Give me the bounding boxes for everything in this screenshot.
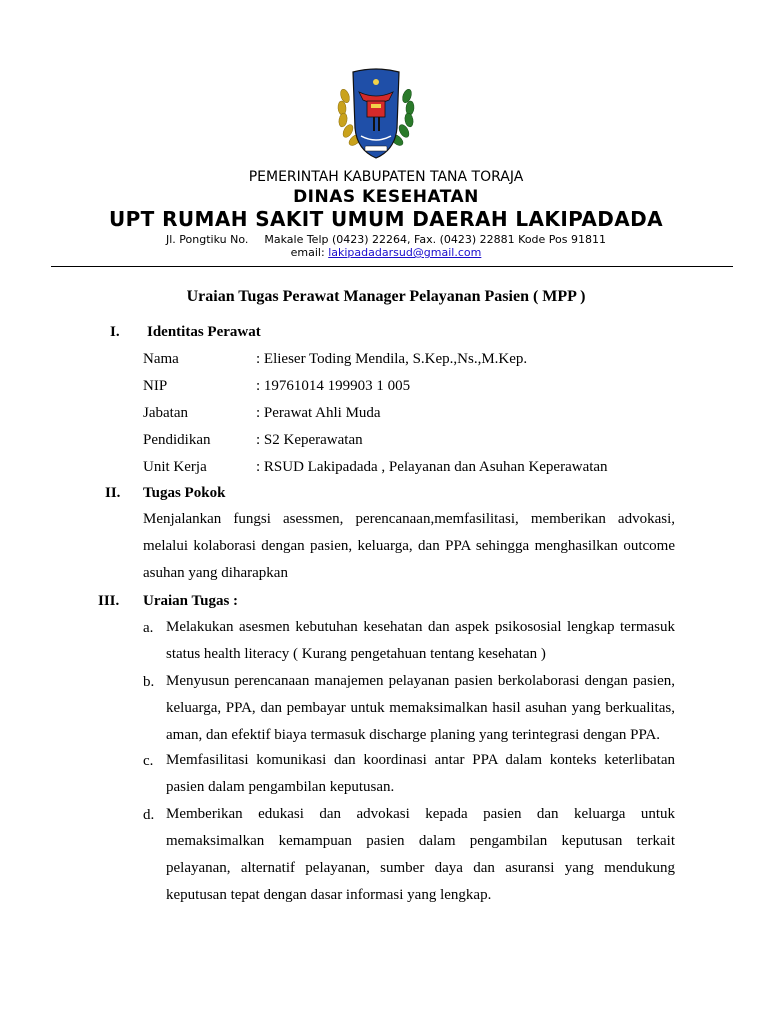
paragraph-line: asuhan yang diharapkan: [143, 565, 288, 581]
paragraph-line: Memfasilitasi komunikasi dan koordinasi antar PPA dalam konteks keterlibatan: [166, 752, 675, 768]
field-value-unit-kerja: : RSUD Lakipadada , Pelayanan dan Asuhan Keperawatan: [256, 459, 608, 475]
letterhead-divider: [51, 266, 733, 267]
letterhead-address: [0, 233, 768, 246]
paragraph-line: Memberikan edukasi dan advokasi kepada pasien dan keluarga untuk: [166, 806, 675, 822]
field-value-pendidikan: : S2 Keperawatan: [256, 432, 363, 448]
paragraph-line: Menjalankan fungsi asessmen, perencanaan,memfasilitasi, memberikan advokasi,: [143, 511, 675, 527]
section-3-number: III.: [98, 593, 120, 609]
field-label-nama: Nama: [143, 351, 179, 367]
duty-item-b-text: [166, 668, 675, 749]
section-3-title: Uraian Tugas :: [143, 593, 239, 609]
field-label-nip: NIP: [143, 378, 168, 394]
paragraph-line: aman, dan efektif biaya termasuk discharge planing yang terintegrasi dengan PPA.: [166, 727, 661, 743]
section-1-title: Identitas Perawat: [147, 324, 261, 340]
duty-item-c-letter: c.: [143, 753, 154, 769]
letterhead-department: DINAS KESEHATAN: [293, 187, 479, 207]
section-2-title: Tugas Pokok: [143, 485, 226, 501]
field-value-nama: : Elieser Toding Mendila, S.Kep.,Ns.,M.Kep.: [256, 351, 528, 367]
duty-item-d-letter: d.: [143, 807, 155, 823]
email-label: email:: [290, 246, 329, 259]
paragraph-line: melalui kolaborasi dengan pasien, keluarga, dan PPA sehingga menghasilkan outcome: [143, 538, 675, 554]
paragraph-line: Melakukan asesmen kebutuhan kesehatan dan aspek psikososial lengkap termasuk: [166, 619, 675, 635]
paragraph-line: pelayanan, alternatif pelayanan, sumber daya dan asuransi yang mendukung: [166, 860, 675, 876]
letterhead-email: [0, 246, 768, 259]
paragraph-line: pasien dalam pengambilan keputusan.: [166, 779, 395, 795]
letterhead-government: PEMERINTAH KABUPATEN TANA TORAJA: [248, 169, 524, 185]
field-label-pendidikan: Pendidikan: [143, 432, 211, 448]
duty-item-a-text: [166, 614, 675, 668]
paragraph-line: status health literacy ( Kurang pengetahuan tentang kesehatan ): [166, 646, 546, 662]
duty-item-a-letter: a.: [143, 620, 154, 636]
paragraph-line: keluarga, PPA, dan pembayar untuk memaksimalkan hasil asuhan yang berkualitas,: [166, 700, 675, 716]
field-value-nip: : 19761014 199903 1 005: [256, 378, 411, 394]
field-value-jabatan: : Perawat Ahli Muda: [256, 405, 381, 421]
paragraph-line: keputusan tepat dengan dasar informasi yang lengkap.: [166, 887, 492, 903]
address-text: Jl. Pongtiku No.: [166, 233, 249, 246]
paragraph-line: memaksimalkan kemampuan pasien dalam pengambilan keputusan terkait: [166, 833, 675, 849]
section-2-paragraph: [143, 506, 675, 587]
duty-item-c-text: [166, 747, 675, 801]
section-1-number: I.: [110, 324, 120, 340]
letterhead-hospital-name: UPT RUMAH SAKIT UMUM DAERAH LAKIPADADA: [108, 207, 664, 231]
paragraph-line: Menyusun perencanaan manajemen pelayanan pasien berkolaborasi dengan pasien,: [166, 673, 675, 689]
email-link[interactable]: lakipadadarsud@gmail.com: [328, 246, 482, 259]
field-label-jabatan: Jabatan: [143, 405, 188, 421]
section-2-number: II.: [105, 485, 121, 501]
duty-item-d-text: [166, 801, 675, 909]
contact-text: Makale Telp (0423) 22264, Fax. (0423) 22881 Kode Pos 91811: [264, 233, 606, 246]
field-label-unit-kerja: Unit Kerja: [143, 459, 207, 475]
regency-emblem-icon: [335, 66, 417, 166]
duty-item-b-letter: b.: [143, 674, 155, 690]
document-title: Uraian Tugas Perawat Manager Pelayanan Pasien ( MPP ): [186, 288, 586, 305]
